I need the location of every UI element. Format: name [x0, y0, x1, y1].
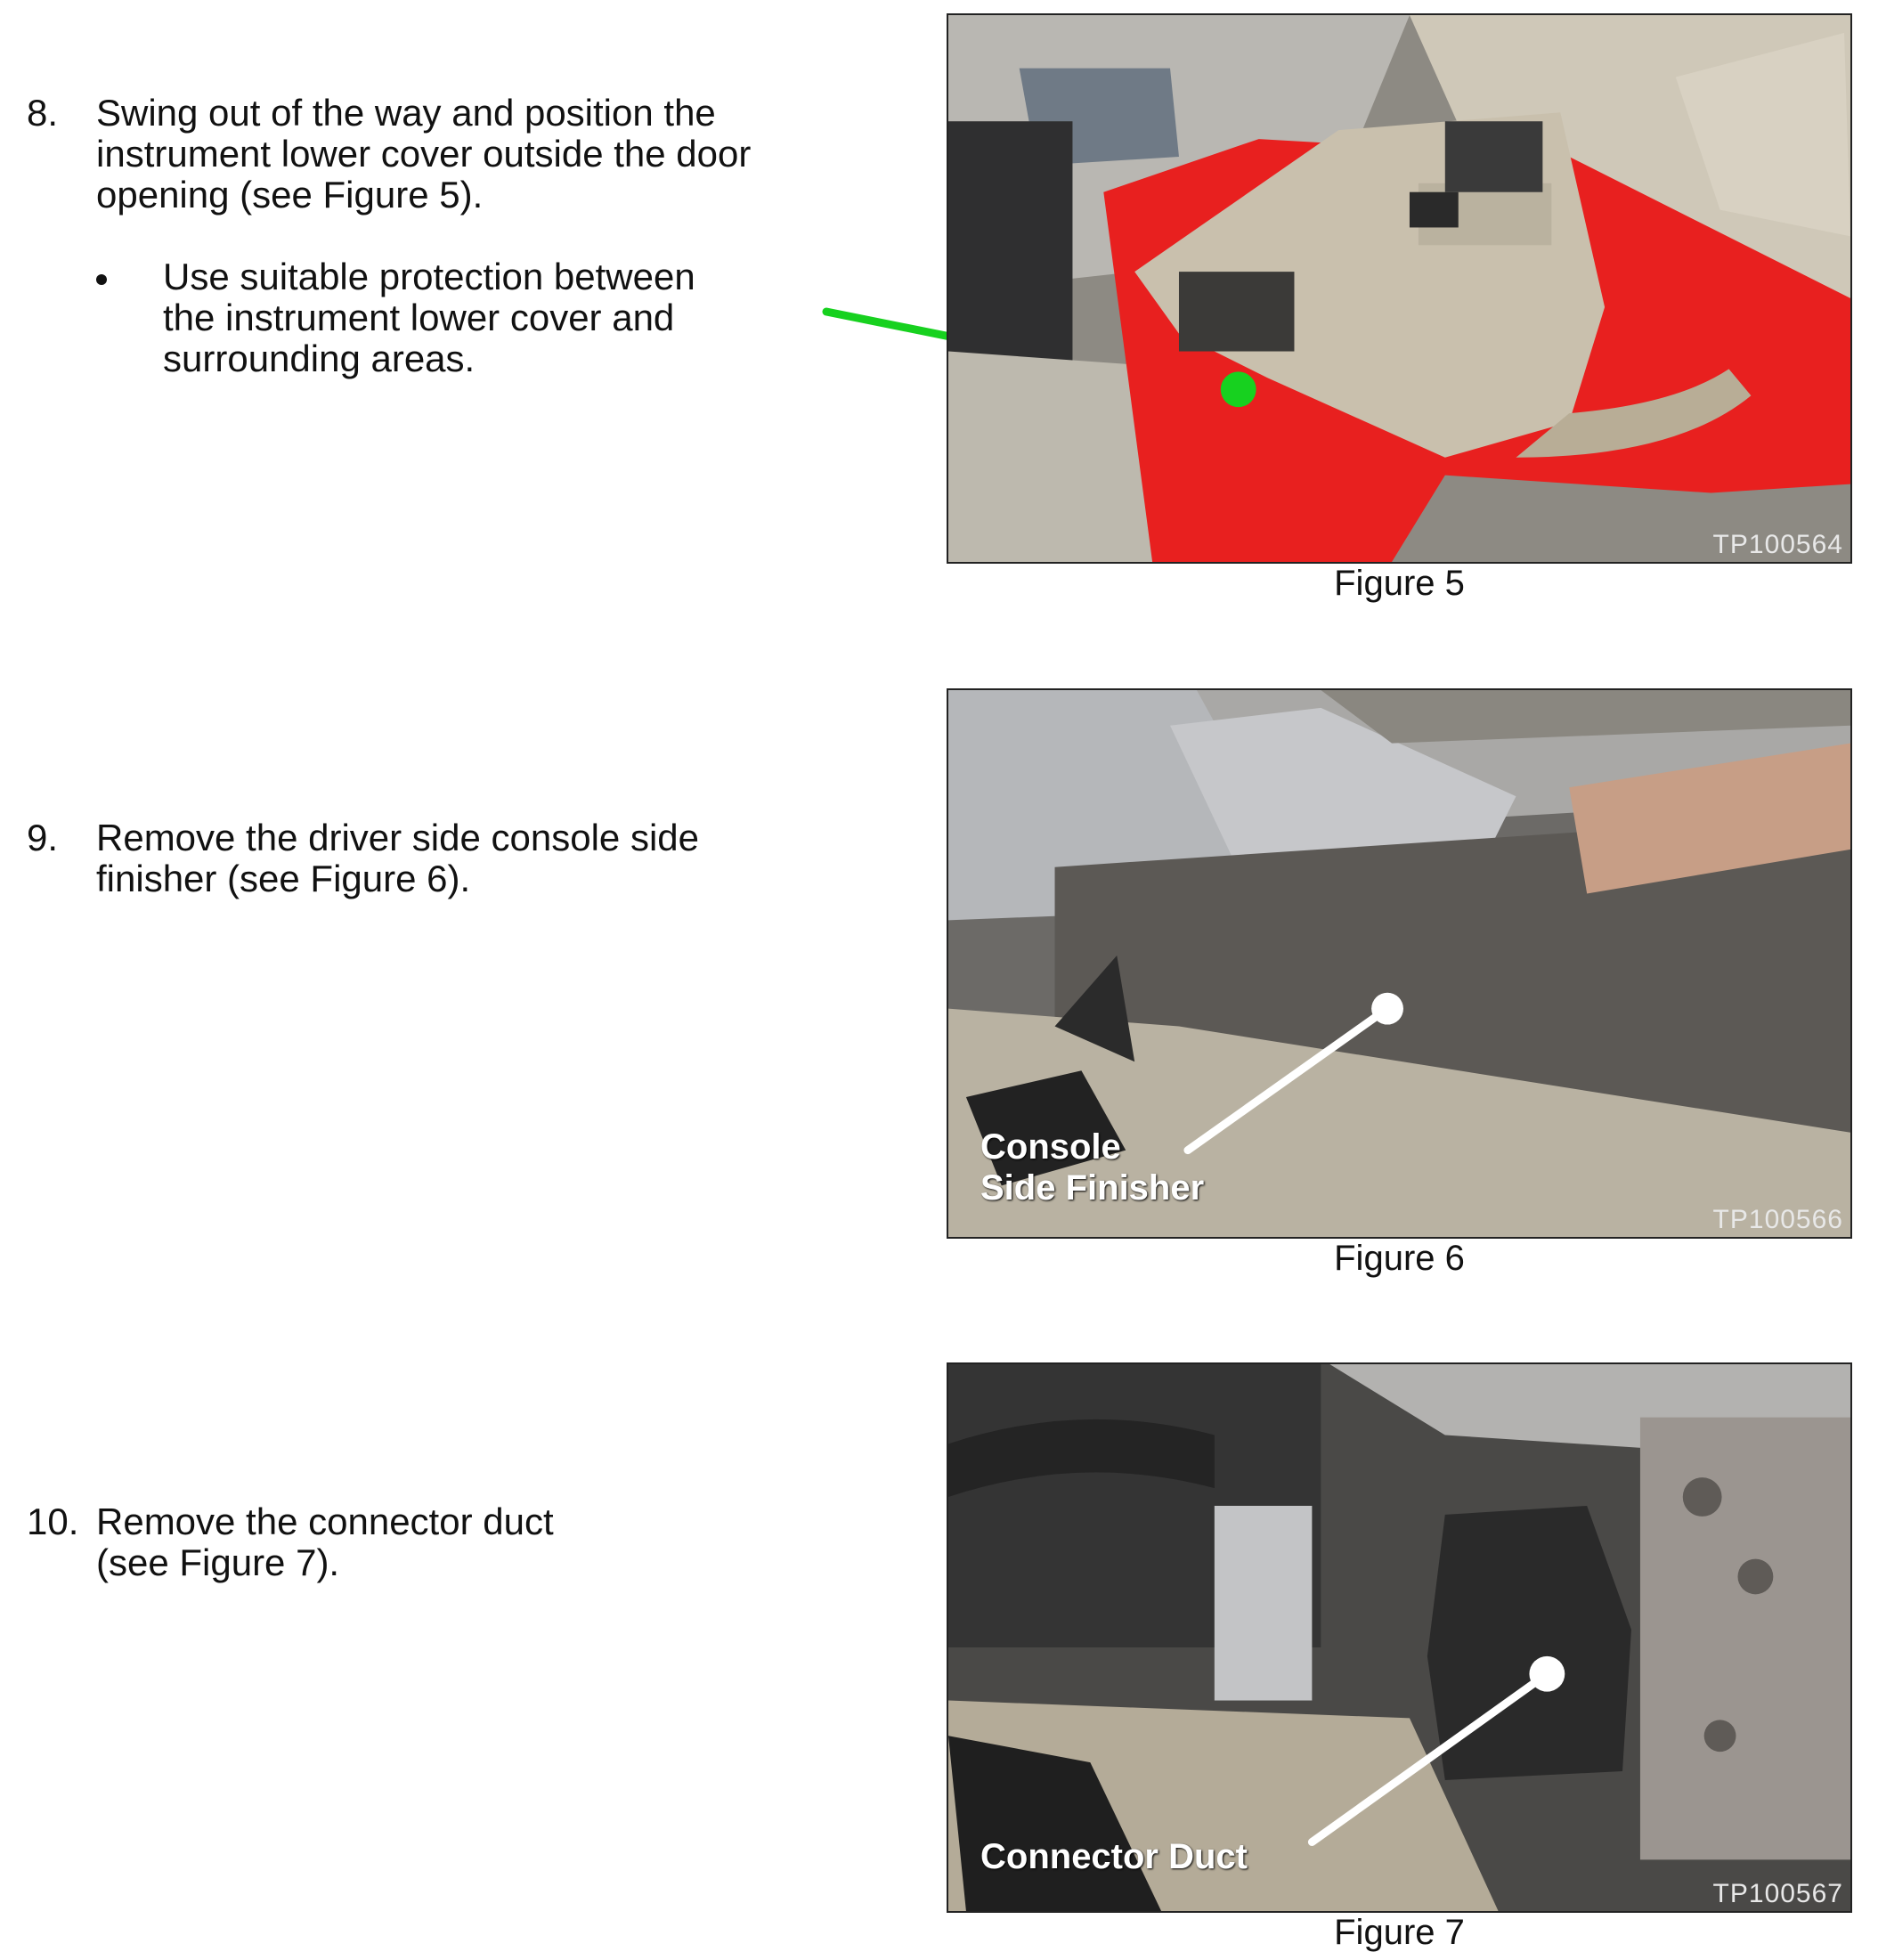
bullet-line: the instrument lower cover and [163, 297, 675, 338]
step-text [96, 1501, 554, 1583]
callout-line: Connector Duct [980, 1837, 1248, 1876]
image-code: TP100564 [1712, 530, 1843, 559]
step-number: 10. [27, 1500, 79, 1542]
step-number: 9. [27, 817, 59, 858]
step-line: finisher (see Figure 6). [96, 858, 471, 899]
bullet-line: surrounding areas. [163, 338, 476, 379]
image-code: TP100567 [1712, 1879, 1843, 1908]
step-line: Remove the connector duct [96, 1500, 554, 1542]
callout-line: Side Finisher [980, 1168, 1205, 1208]
figure-7-caption: Figure 7 [1334, 1913, 1465, 1952]
step-line: Swing out of the way and position the [96, 92, 716, 134]
figure-6-photo [947, 688, 1852, 1239]
callout-label [980, 1836, 1248, 1877]
bullet-line: Use suitable protection between [163, 256, 695, 297]
step-line: opening (see Figure 5). [96, 174, 484, 216]
figure-5-photo [947, 13, 1852, 564]
bullet-icon [96, 274, 107, 285]
figure-5-caption: Figure 5 [1334, 564, 1465, 603]
step-line: instrument lower cover outside the door [96, 133, 752, 175]
callout-label [980, 1126, 1204, 1208]
figure-6-caption: Figure 6 [1334, 1239, 1465, 1278]
image-code: TP100566 [1712, 1205, 1843, 1234]
step-number: 8. [27, 92, 59, 134]
figure-7-photo [947, 1362, 1852, 1913]
callout-line: Console [980, 1127, 1121, 1167]
step-text [96, 817, 699, 899]
step-line: Remove the driver side console side [96, 817, 700, 858]
step-text [96, 93, 751, 216]
bullet-text [163, 256, 695, 379]
step-line: (see Figure 7). [96, 1541, 340, 1583]
